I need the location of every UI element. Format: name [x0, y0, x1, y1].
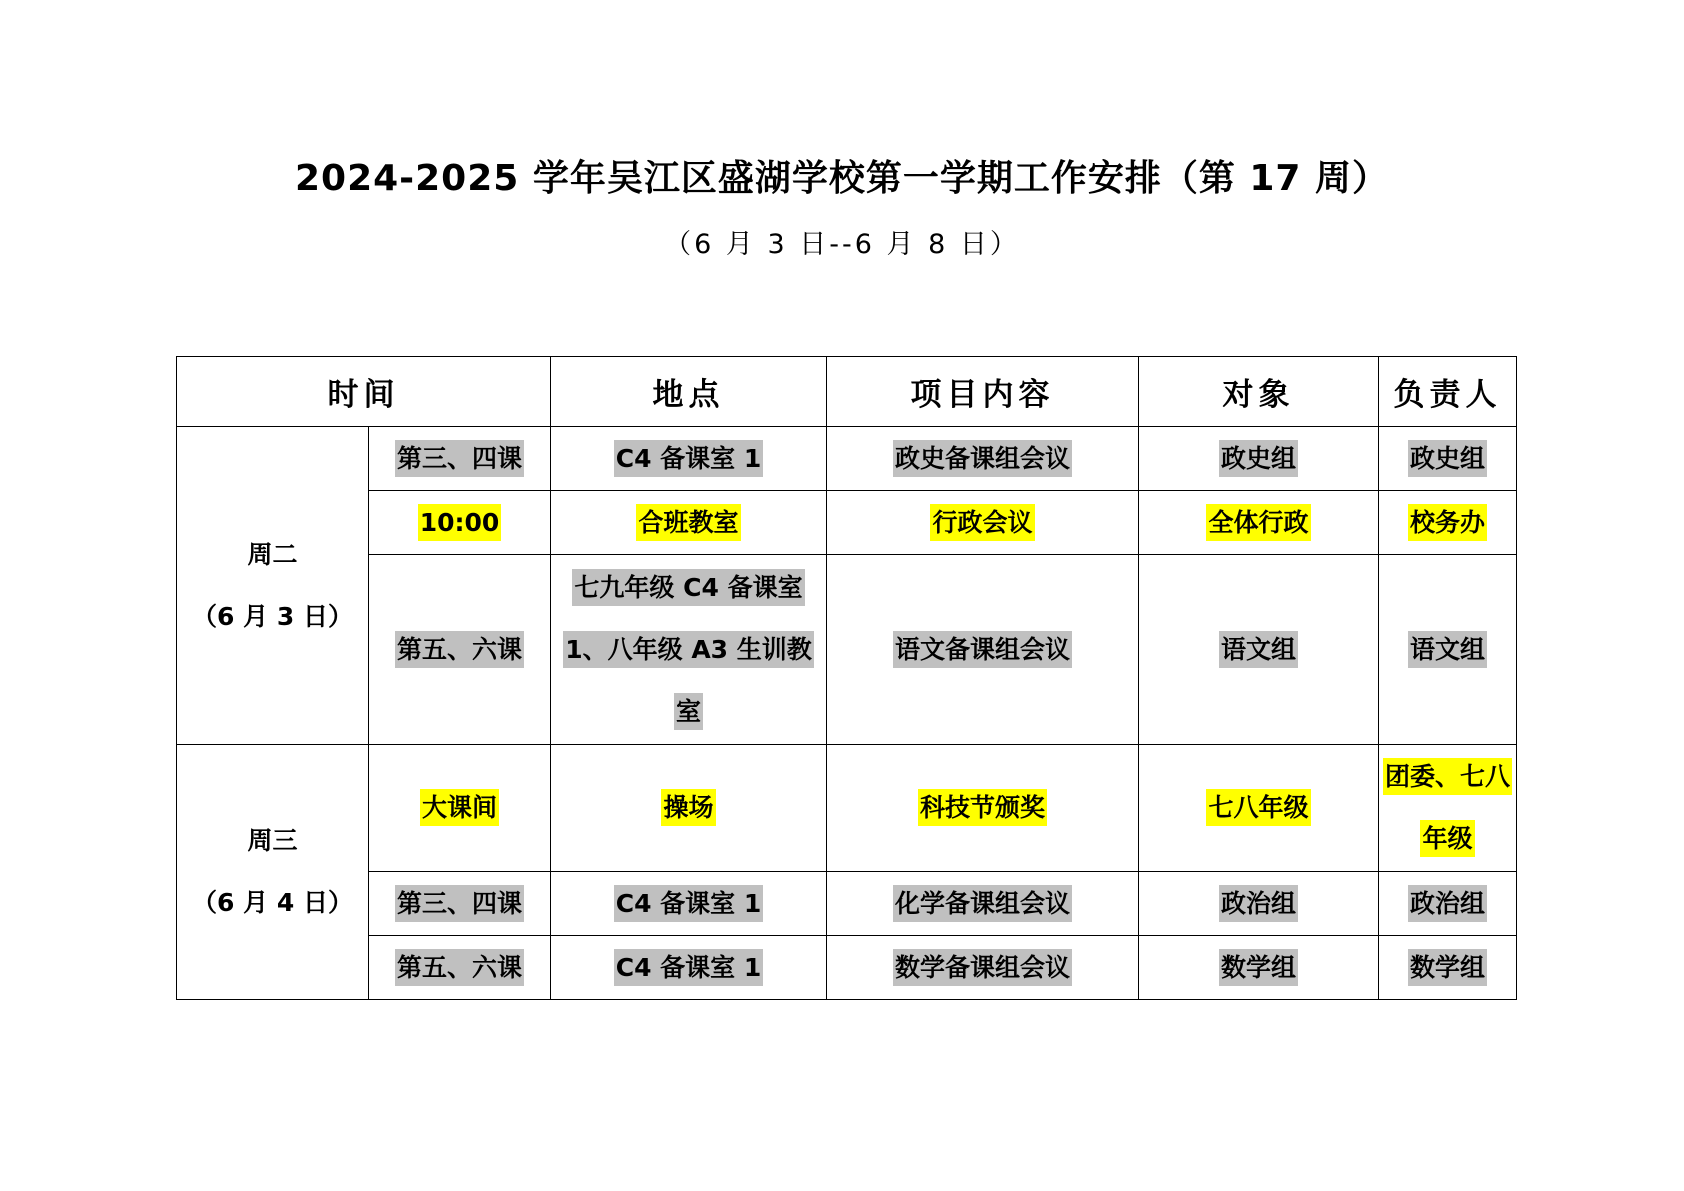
- person-text: 团委、七八年级: [1383, 758, 1512, 857]
- table-row: [177, 936, 1517, 1000]
- table-row: [177, 555, 1517, 745]
- content-text: 化学备课组会议: [893, 885, 1072, 922]
- time-cell: [369, 427, 551, 491]
- day-date: （6 月 3 日）: [192, 601, 353, 631]
- person-cell: [1379, 555, 1517, 745]
- time-text: 第五、六课: [395, 949, 524, 986]
- day-label: 周三: [247, 826, 298, 855]
- time-cell: [369, 872, 551, 936]
- content-cell: [827, 427, 1139, 491]
- person-cell: [1379, 872, 1517, 936]
- location-cell: [551, 872, 827, 936]
- location-text: C4 备课室 1: [614, 440, 764, 477]
- content-cell: [827, 745, 1139, 872]
- header-location: 地点: [551, 357, 827, 427]
- target-text: 政治组: [1219, 885, 1298, 922]
- day-date: （6 月 4 日）: [192, 888, 353, 917]
- content-text: 科技节颁奖: [918, 789, 1047, 826]
- time-text: 大课间: [420, 789, 499, 826]
- person-text: 语文组: [1408, 631, 1487, 668]
- time-cell: [369, 555, 551, 745]
- content-cell: [827, 936, 1139, 1000]
- location-text: 合班教室: [636, 504, 740, 541]
- content-cell: [827, 555, 1139, 745]
- day-cell-wednesday: [177, 745, 369, 1000]
- person-cell: [1379, 936, 1517, 1000]
- schedule-table: [176, 356, 1517, 1000]
- person-cell: [1379, 427, 1517, 491]
- target-text: 七八年级: [1206, 789, 1310, 826]
- location-cell: [551, 936, 827, 1000]
- target-text: 全体行政: [1206, 504, 1310, 541]
- table-row: [177, 491, 1517, 555]
- time-cell: [369, 745, 551, 872]
- target-text: 数学组: [1219, 949, 1298, 986]
- location-text: 七九年级 C4 备课室 1、八年级 A3 生训教室: [563, 569, 814, 730]
- location-cell: [551, 555, 827, 745]
- header-person: 负责人: [1379, 357, 1517, 427]
- person-cell: [1379, 745, 1517, 872]
- date-range-subtitle: （6 月 3 日--6 月 8 日）: [664, 229, 1020, 260]
- target-cell: [1139, 936, 1379, 1000]
- time-text: 第三、四课: [395, 440, 524, 477]
- location-cell: [551, 745, 827, 872]
- target-cell: [1139, 745, 1379, 872]
- time-cell: [369, 936, 551, 1000]
- location-cell: [551, 427, 827, 491]
- header-time: 时间: [177, 357, 551, 427]
- time-text: 第五、六课: [395, 631, 524, 668]
- target-cell: [1139, 427, 1379, 491]
- table-row: [177, 427, 1517, 491]
- target-text: 语文组: [1219, 631, 1298, 668]
- table-row: [177, 745, 1517, 872]
- table-row: [177, 872, 1517, 936]
- header-content: 项目内容: [827, 357, 1139, 427]
- content-cell: [827, 872, 1139, 936]
- time-cell: [369, 491, 551, 555]
- page-title: 2024-2025 学年吴江区盛湖学校第一学期工作安排（第 17 周）: [294, 158, 1390, 199]
- day-label: 周二: [247, 539, 298, 569]
- location-cell: [551, 491, 827, 555]
- person-text: 政治组: [1408, 885, 1487, 922]
- day-cell-tuesday: [177, 427, 369, 745]
- target-cell: [1139, 872, 1379, 936]
- content-text: 政史备课组会议: [893, 440, 1072, 477]
- person-text: 政史组: [1408, 440, 1487, 477]
- target-text: 政史组: [1219, 440, 1298, 477]
- content-text: 语文备课组会议: [893, 631, 1072, 668]
- content-cell: [827, 491, 1139, 555]
- content-text: 行政会议: [930, 504, 1034, 541]
- header-target: 对象: [1139, 357, 1379, 427]
- person-text: 数学组: [1408, 949, 1487, 986]
- target-cell: [1139, 491, 1379, 555]
- table-header-row: [177, 357, 1517, 427]
- location-text: 操场: [661, 789, 715, 826]
- location-text: C4 备课室 1: [614, 885, 764, 922]
- person-cell: [1379, 491, 1517, 555]
- content-text: 数学备课组会议: [893, 949, 1072, 986]
- person-text: 校务办: [1408, 504, 1487, 541]
- target-cell: [1139, 555, 1379, 745]
- location-text: C4 备课室 1: [614, 949, 764, 986]
- time-text: 10:00: [418, 504, 502, 541]
- time-text: 第三、四课: [395, 885, 524, 922]
